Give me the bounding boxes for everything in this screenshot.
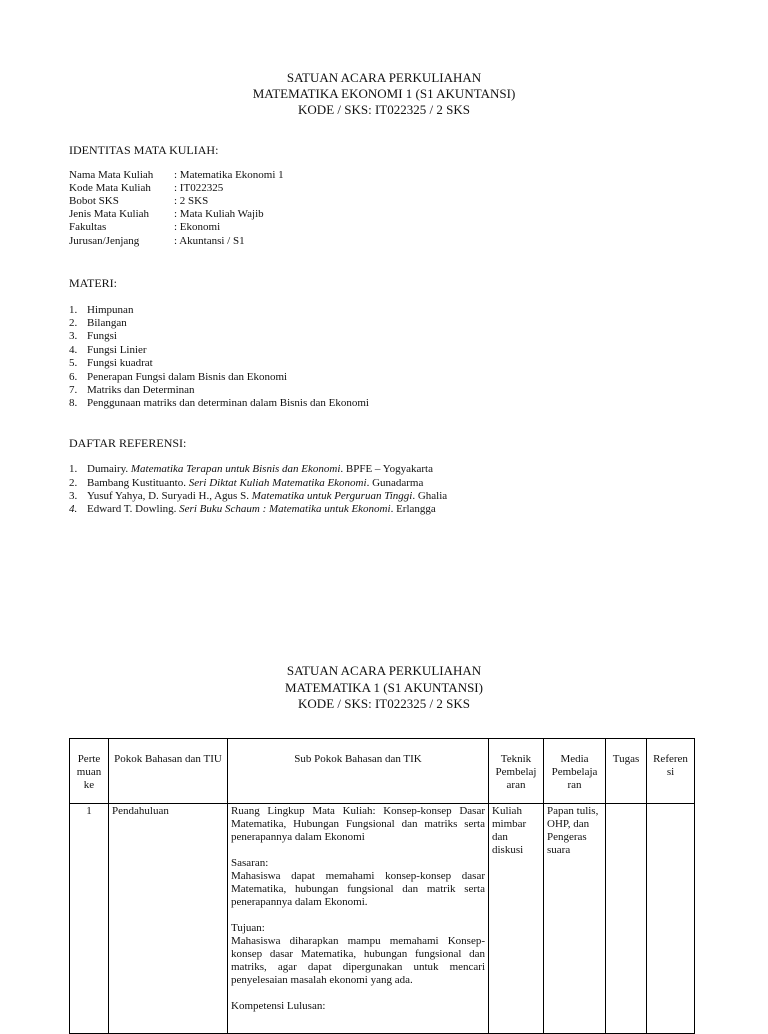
title-line-1: SATUAN ACARA PERKULIAHAN [286, 70, 482, 85]
materi-item: 2. Bilangan [69, 317, 127, 329]
referensi-heading: DAFTAR REFERENSI: [69, 436, 187, 450]
header-tugas: Tugas [606, 739, 647, 804]
cell-teknik: Kuliah mimbar dan diskusi [489, 804, 544, 1034]
header-pokok-bahasan: Pokok Bahasan dan TIU [109, 739, 228, 804]
cell-media: Papan tulis, OHP, dan Pengeras suara [544, 804, 606, 1034]
sub-sasaran: Sasaran: Mahasiswa dapat memahami konsep-konsep dasar Matematika, hubungan fungsional dan matrik serta penerapannya dalam Ekonomi. [231, 857, 485, 908]
materi-item: 5. Fungsi kuadrat [69, 357, 153, 369]
materi-item: 6. Penerapan Fungsi dalam Bisnis dan Ekonomi [69, 371, 288, 383]
cell-pertemuan: 1 [70, 804, 109, 1034]
table-header-row [70, 739, 695, 804]
header-sub-pokok-bahasan: Sub Pokok Bahasan dan TIK [228, 739, 489, 804]
referensi-item: 1. Dumairy. Matematika Terapan untuk Bisnis dan Ekonomi. BPFE – Yogyakarta [69, 463, 433, 475]
header-media: Media Pembelaja ran [544, 739, 606, 804]
sap-title-line-3: KODE / SKS: IT022325 / 2 SKS [298, 696, 470, 711]
cell-sub-pokok-bahasan [228, 804, 489, 1034]
materi-heading: MATERI: [69, 276, 117, 290]
identitas-heading: IDENTITAS MATA KULIAH: [69, 143, 219, 157]
sub-ruang-lingkup: Ruang Lingkup Mata Kuliah: Konsep-konsep Dasar Matematika, Hubungan Fungsional dan matriks serta penerapannya dalam Ekonomi [231, 805, 485, 843]
referensi-item: 4. Edward T. Dowling. Seri Buku Schaum : Matematika untuk Ekonomi. Erlangga [69, 503, 436, 515]
sap-title-line-1: SATUAN ACARA PERKULIAHAN [286, 663, 482, 678]
table-row [70, 804, 695, 1034]
title-line-2: MATEMATIKA EKONOMI 1 (S1 AKUNTANSI) [252, 86, 516, 101]
materi-item: 8. Penggunaan matriks dan determinan dalam Bisnis dan Ekonomi [69, 397, 369, 409]
cell-pokok-bahasan: Pendahuluan [109, 804, 228, 1034]
title-line-3: KODE / SKS: IT022325 / 2 SKS [298, 102, 470, 117]
header-pertemuan: Perte muan ke [70, 739, 109, 804]
materi-item: 4. Fungsi Linier [69, 344, 147, 356]
materi-item: 1. Himpunan [69, 304, 134, 316]
sub-kompetensi: Kompetensi Lulusan: [231, 1000, 326, 1012]
materi-item: 7. Matriks dan Determinan [69, 384, 195, 396]
referensi-item: 2. Bambang Kustituanto. Seri Diktat Kuliah Matematika Ekonomi. Gunadarma [69, 477, 424, 489]
cell-tugas [606, 804, 647, 1034]
header-referensi: Referen si [647, 739, 695, 804]
sub-tujuan: Tujuan: Mahasiswa diharapkan mampu memahami Konsep-konsep dasar Matematika, hubungan fungsional dan matriks, agar dapat dipergunakan untuk mencari penyelesaian masalah ekonomi yang ada. [231, 922, 485, 986]
referensi-item: 3. Yusuf Yahya, D. Suryadi H., Agus S. Matematika untuk Perguruan Tinggi. Ghalia [69, 490, 448, 502]
sap-table [69, 738, 695, 1034]
sap-title-line-2: MATEMATIKA 1 (S1 AKUNTANSI) [285, 680, 483, 695]
materi-item: 3. Fungsi [69, 330, 117, 342]
cell-referensi [647, 804, 695, 1034]
header-teknik: Teknik Pembelaj aran [489, 739, 544, 804]
